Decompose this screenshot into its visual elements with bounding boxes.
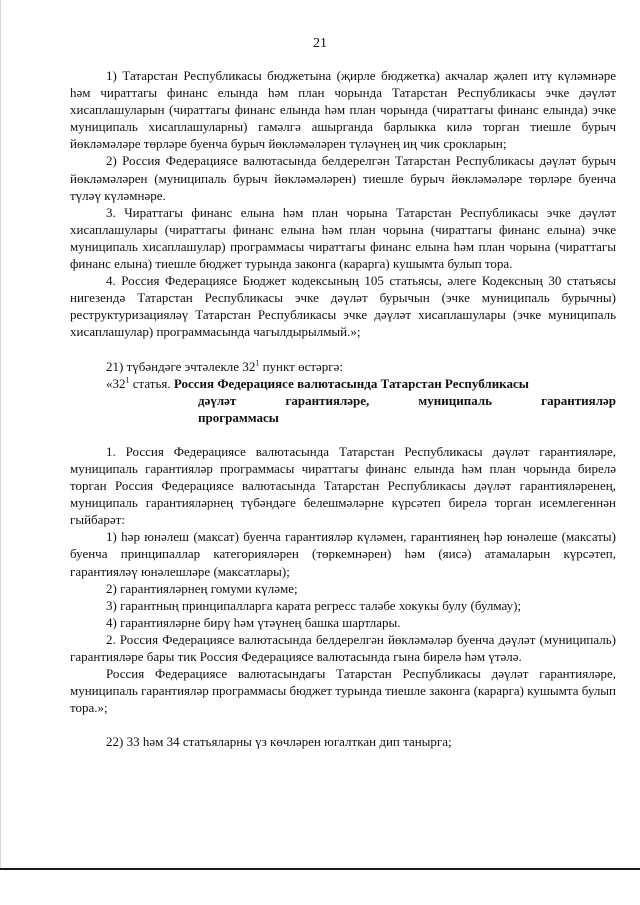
bottom-border-line — [0, 868, 640, 870]
document-body — [70, 67, 616, 750]
article-item-1: 1) һәр юнәлеш (максат) буенча гарантияләр күләмен, гарантиянең һәр юнәлеше (максаты) буенча принципаллар категорияләрен (төркемнәрен) һәм (яисә) атамаларын күрсәтеп, гарантияләү юнәлешләре (максатлары); — [70, 529, 616, 579]
article-item-3: 3) гарантның принципалларга карата регресс таләбе хокукы булу (булмау); — [106, 597, 522, 613]
paragraph-4: 4. Россия Федерациясе Бюджет кодексының 105 статьясы, әлеге Кодексның 30 статьясы нигезендә Татарстан Республикасы эчке дәүләт бурычын (эчке муниципаль бурычны) реструктуризацияләү Татарстан Республикасы эчке дәүләт хисаплашулары (эчке муниципаль хисаплашулар) программасында чагылдырылмый.»; — [70, 273, 616, 340]
article-paragraph-3: Россия Федерациясе валютасындагы Татарстан Республикасы дәүләт гарантияләре, муниципаль гарантияләр программасы бюджет турында тиешле законга (карарга) кушымта булып тора.»; — [70, 666, 616, 716]
article-title-line-2: дәүләт гарантияләре, муниципаль гарантияләр — [198, 392, 616, 408]
scan-left-edge — [0, 0, 1, 868]
article-paragraph-2: 2. Россия Федерациясе валютасында белдерелгән йөкләмәләр буенча дәүләт (муниципаль) гарантияләре бары тик Россия Федерациясе валютасында гына бирелә һәм үтәлә. — [70, 631, 616, 664]
paragraph-2: 2) Россия Федерациясе валютасында белдерелгән Татарстан Республикасы дәүләт бурыч йөкләмәләрен (муниципаль бурыч йөкләмәләрен) тиешле бурыч йөкләмәләре төрләре буенча түләү күләмнәре. — [70, 153, 616, 203]
spacer — [70, 426, 616, 443]
article-title-line-1: Россия Федерациясе валютасында Татарстан Республикасы — [173, 375, 529, 391]
item-21-intro: 21) түбәндәге эчтәлекле $32^1$ пункт өстәргә: — [106, 358, 344, 374]
paragraph-3: 3. Чираттагы финанс елына һәм план чорына Татарстан Республикасы эчке дәүләт хисаплашулары (чираттагы финанс елына һәм план чорына (чираттагы финанс елына) эчке муниципаль хисаплашулар) программасы чираттагы финанс елына һәм план чорына (чираттагы финанс елына) тиешле бюджет турында законга (карарга) кушымта булып тора. — [70, 204, 616, 272]
article-item-2: 2) гарантияләрнең гомуми күләме; — [106, 580, 298, 596]
article-prefix: «32 — [106, 375, 126, 391]
spacer — [70, 341, 616, 358]
spacer — [70, 716, 616, 733]
page-number: 21 — [313, 36, 327, 51]
article-item-4: 4) гарантияләрне бирү һәм үтәүнең башка шартлары. — [106, 614, 401, 630]
article-heading: «$32^1$ статья. Россия Федерациясе валютасында Татарстан Республикасы — [106, 375, 529, 391]
article-title-line-3: программасы — [198, 409, 279, 425]
article-paragraph-1: 1. Россия Федерациясе валютасында Татарстан Республикасы дәүләт гарантияләре, муниципаль гарантияләр программасы чираттагы финанс елында һәм план чорында бирелә торган Россия Федерациясе валютасында Татарстан Республикасы дәүләт гарантияләренең, муниципаль гарантияләрнең түбәндәге белешмәләрне күрсәтеп бирелә торган исемлегеннән гыйбарәт: — [70, 443, 616, 528]
paragraph-1: 1) Татарстан Республикасы бюджетына (җирле бюджетка) акчалар җәлеп итү күләмнәре һәм чираттагы финанс елында һәм план чорында Татарстан Республикасы эчке дәүләт хисаплашуларын (чираттагы финанс елында һәм план чорында (чираттагы финанс елында) эчке муниципаль хисаплашуларны) гамәлгә ашырганда барлыкка килә торган тиешле бурыч йөкләмәләре төрләре буенча бурыч йөкләмәләрен түләүнең иң чик срокларын; — [70, 68, 616, 152]
item-22: 22) 33 һәм 34 статьяларны үз көчләрен югалткан дип танырга; — [106, 734, 452, 750]
